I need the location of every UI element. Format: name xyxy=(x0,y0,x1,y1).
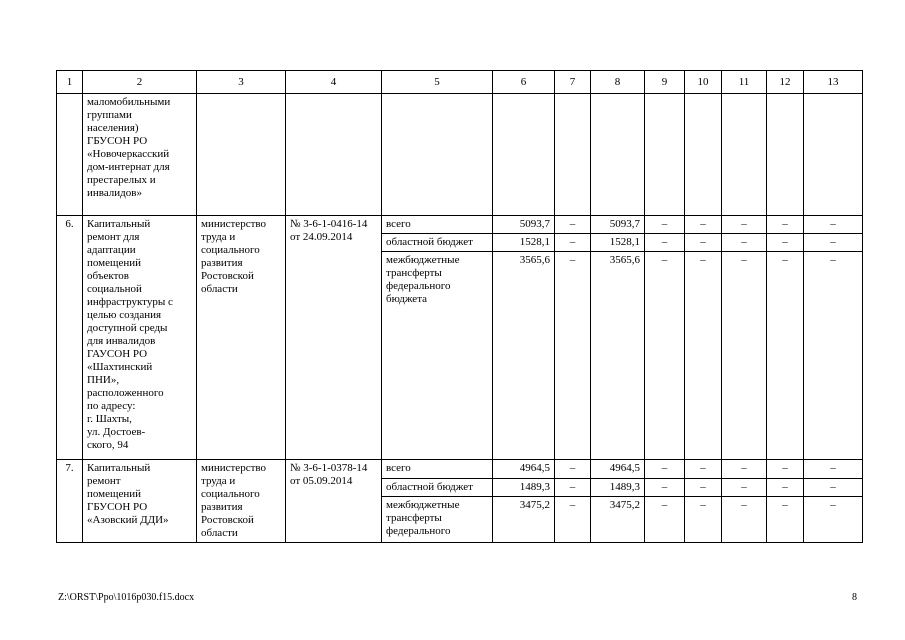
value-cell: – xyxy=(645,252,685,460)
header-cell: 8 xyxy=(591,71,645,94)
value-cell: – xyxy=(722,497,767,543)
document-cell: № 3-6-1-0378-14 от 05.09.2014 xyxy=(286,460,382,543)
value-cell: – xyxy=(555,478,591,497)
header-cell: 6 xyxy=(493,71,555,94)
budget-table xyxy=(56,70,863,543)
value-cell: 1489,3 xyxy=(591,478,645,497)
document-cell: № 3-6-1-0416-14 от 24.09.2014 xyxy=(286,216,382,460)
value-cell: – xyxy=(685,234,722,252)
value-cell: – xyxy=(722,478,767,497)
value-cell: 4964,5 xyxy=(591,460,645,479)
value-cell: 5093,7 xyxy=(591,216,645,234)
header-cell: 11 xyxy=(722,71,767,94)
value-cell: – xyxy=(722,216,767,234)
value-cell: – xyxy=(804,478,863,497)
value-cell: – xyxy=(767,497,804,543)
value-cell: – xyxy=(767,460,804,479)
value-cell: – xyxy=(645,497,685,543)
value-cell: – xyxy=(555,497,591,543)
file-path-footer: Z:\ORST\Ppo\1016p030.f15.docx xyxy=(58,592,195,603)
row-number: 7. xyxy=(57,460,83,543)
value-cell: – xyxy=(804,252,863,460)
value-cell: – xyxy=(645,478,685,497)
header-cell: 5 xyxy=(382,71,493,94)
value-cell: – xyxy=(555,252,591,460)
value-cell: – xyxy=(767,234,804,252)
value-cell: 1528,1 xyxy=(591,234,645,252)
value-cell: – xyxy=(722,252,767,460)
value-cell: – xyxy=(555,216,591,234)
value-cell: 3475,2 xyxy=(493,497,555,543)
value-cell: – xyxy=(722,460,767,479)
value-cell: 3565,6 xyxy=(493,252,555,460)
header-cell: 13 xyxy=(804,71,863,94)
value-cell: – xyxy=(722,234,767,252)
continuation-row xyxy=(57,94,863,216)
row-number: 6. xyxy=(57,216,83,460)
header-cell: 4 xyxy=(286,71,382,94)
value-cell: – xyxy=(685,497,722,543)
organization-cell: министерство труда и социального развития Ростовской области xyxy=(197,460,286,543)
header-row xyxy=(57,71,863,94)
funding-label: областной бюджет xyxy=(382,234,493,252)
value-cell: 4964,5 xyxy=(493,460,555,479)
organization-cell: министерство труда и социального развития Ростовской области xyxy=(197,216,286,460)
value-cell: – xyxy=(804,216,863,234)
page-number: 8 xyxy=(852,592,857,603)
header-cell: 3 xyxy=(197,71,286,94)
funding-label: областной бюджет xyxy=(382,478,493,497)
value-cell: 1528,1 xyxy=(493,234,555,252)
value-cell: – xyxy=(645,216,685,234)
table-row xyxy=(57,216,863,234)
object-name-cell: Капитальный ремонт помещений ГБУСОН РО «Азовский ДДИ» xyxy=(83,460,197,543)
value-cell: – xyxy=(767,478,804,497)
value-cell: – xyxy=(804,234,863,252)
header-cell: 12 xyxy=(767,71,804,94)
value-cell: – xyxy=(555,234,591,252)
funding-label: всего xyxy=(382,216,493,234)
value-cell: – xyxy=(645,460,685,479)
header-cell: 7 xyxy=(555,71,591,94)
funding-label: межбюджетные трансферты федерального бюджета xyxy=(382,252,493,460)
value-cell: – xyxy=(767,252,804,460)
value-cell: – xyxy=(804,460,863,479)
value-cell: – xyxy=(804,497,863,543)
table-row xyxy=(57,460,863,479)
value-cell: 5093,7 xyxy=(493,216,555,234)
value-cell: 3475,2 xyxy=(591,497,645,543)
funding-label: всего xyxy=(382,460,493,479)
value-cell: – xyxy=(645,234,685,252)
value-cell: – xyxy=(685,252,722,460)
header-cell: 1 xyxy=(57,71,83,94)
header-cell: 10 xyxy=(685,71,722,94)
value-cell: – xyxy=(685,460,722,479)
value-cell: – xyxy=(685,216,722,234)
header-cell: 9 xyxy=(645,71,685,94)
value-cell: – xyxy=(685,478,722,497)
value-cell: – xyxy=(767,216,804,234)
object-name-cell: маломобильными группами населения) ГБУСОН РО «Новочеркасский дом-интернат для престарелых и инвалидов» xyxy=(83,94,197,216)
header-cell: 2 xyxy=(83,71,197,94)
funding-label: межбюджетные трансферты федерального xyxy=(382,497,493,543)
value-cell: – xyxy=(555,460,591,479)
value-cell: 1489,3 xyxy=(493,478,555,497)
object-name-cell: Капитальный ремонт для адаптации помещений объектов социальной инфраструктуры с целью создания доступной среды для инвалидов ГАУСОН РО «Шахтинский ПНИ», расположенного по адресу: г. Шахты, ул. Достоев- ского, 94 xyxy=(83,216,197,460)
value-cell: 3565,6 xyxy=(591,252,645,460)
